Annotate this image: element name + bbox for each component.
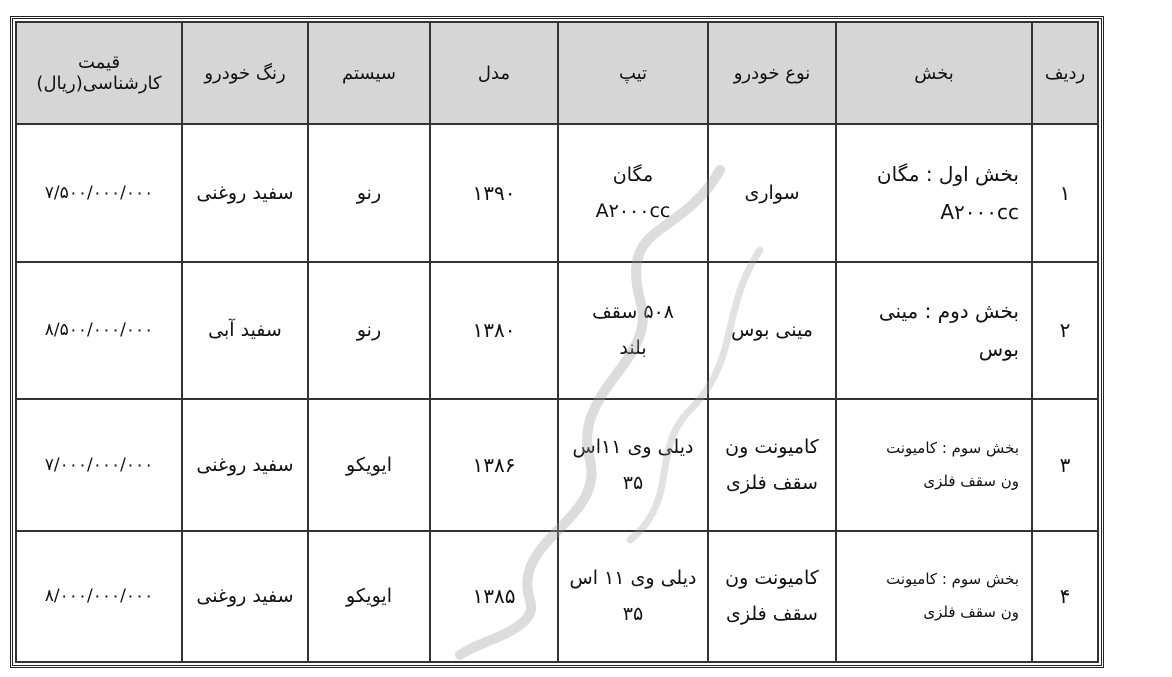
cell-model: ۱۳۸۶ [430, 399, 558, 530]
cell-tip [558, 399, 708, 530]
header-section: بخش [836, 22, 1032, 124]
cell-model: ۱۳۸۰ [430, 262, 558, 400]
table-row [16, 531, 1098, 662]
cell-row-number: ۳ [1032, 399, 1098, 530]
header-color: رنگ خودرو [182, 22, 308, 124]
vehicle-type-line1: کامیونت ون [725, 567, 819, 590]
cell-vehicle-type [708, 399, 836, 530]
cell-tip [558, 262, 708, 400]
cell-color: سفید آبی [182, 262, 308, 400]
vehicle-type-line2: سقف فلزی [726, 603, 818, 626]
header-price [16, 22, 182, 124]
table-row [16, 124, 1098, 262]
cell-tip [558, 124, 708, 262]
cell-price: ۷/۵۰۰/۰۰۰/۰۰۰ [16, 124, 182, 262]
cell-row-number: ۲ [1032, 262, 1098, 400]
section-line2: ون سقف فلزی [923, 471, 1019, 490]
tip-line1: دیلی وی ۱۱ اس [569, 567, 697, 590]
tip-line1: دیلی وی ۱۱اس [572, 435, 694, 458]
tip-line2: A۲۰۰۰cc [595, 199, 671, 222]
cell-section [836, 262, 1032, 400]
cell-system: ایویکو [308, 531, 430, 662]
vehicle-type-line2: سقف فلزی [726, 471, 818, 494]
cell-section [836, 531, 1032, 662]
cell-system: ایویکو [308, 399, 430, 530]
tip-line2: ۳۵ [622, 471, 644, 494]
header-price-line2: کارشناسی(ریال) [36, 73, 162, 94]
section-line2: بوس [978, 337, 1019, 362]
header-tip: تیپ [558, 22, 708, 124]
cell-color: سفید روغنی [182, 531, 308, 662]
header-model: مدل [430, 22, 558, 124]
header-vehicle-type: نوع خودرو [708, 22, 836, 124]
cell-model: ۱۳۹۰ [430, 124, 558, 262]
cell-tip [558, 531, 708, 662]
section-line1: بخش دوم : مینی [878, 299, 1019, 324]
tip-line2: بلند [619, 337, 647, 360]
cell-vehicle-type [708, 531, 836, 662]
table-row [16, 262, 1098, 400]
cell-price: ۷/۰۰۰/۰۰۰/۰۰۰ [16, 399, 182, 530]
tip-line1: ۵۰۸ سقف [592, 301, 674, 324]
cell-row-number: ۴ [1032, 531, 1098, 662]
table-header [16, 22, 1098, 124]
tip-line2: ۳۵ [622, 603, 644, 626]
cell-model: ۱۳۸۵ [430, 531, 558, 662]
header-price-line1: قیمت [77, 52, 121, 73]
cell-row-number: ۱ [1032, 124, 1098, 262]
cell-color: سفید روغنی [182, 399, 308, 530]
cell-vehicle-type: سواری [708, 124, 836, 262]
cell-section [836, 124, 1032, 262]
section-line2: ون سقف فلزی [923, 603, 1019, 622]
section-line2: A۲۰۰۰cc [940, 199, 1019, 224]
cell-price: ۸/۵۰۰/۰۰۰/۰۰۰ [16, 262, 182, 400]
header-row: ردیف [1032, 22, 1098, 124]
table-row [16, 399, 1098, 530]
section-line1: بخش سوم : کامیونت [886, 438, 1019, 457]
cell-price: ۸/۰۰۰/۰۰۰/۰۰۰ [16, 531, 182, 662]
header-system: سیستم [308, 22, 430, 124]
cell-system: رنو [308, 124, 430, 262]
cell-color: سفید روغنی [182, 124, 308, 262]
vehicle-price-table [15, 21, 1099, 663]
cell-vehicle-type: مینی بوس [708, 262, 836, 400]
section-line1: بخش اول : مگان [876, 161, 1019, 186]
cell-system: رنو [308, 262, 430, 400]
tip-line1: مگان [612, 163, 654, 186]
table-frame [10, 16, 1104, 668]
cell-section [836, 399, 1032, 530]
vehicle-type-line1: کامیونت ون [725, 435, 819, 458]
section-line1: بخش سوم : کامیونت [886, 570, 1019, 589]
